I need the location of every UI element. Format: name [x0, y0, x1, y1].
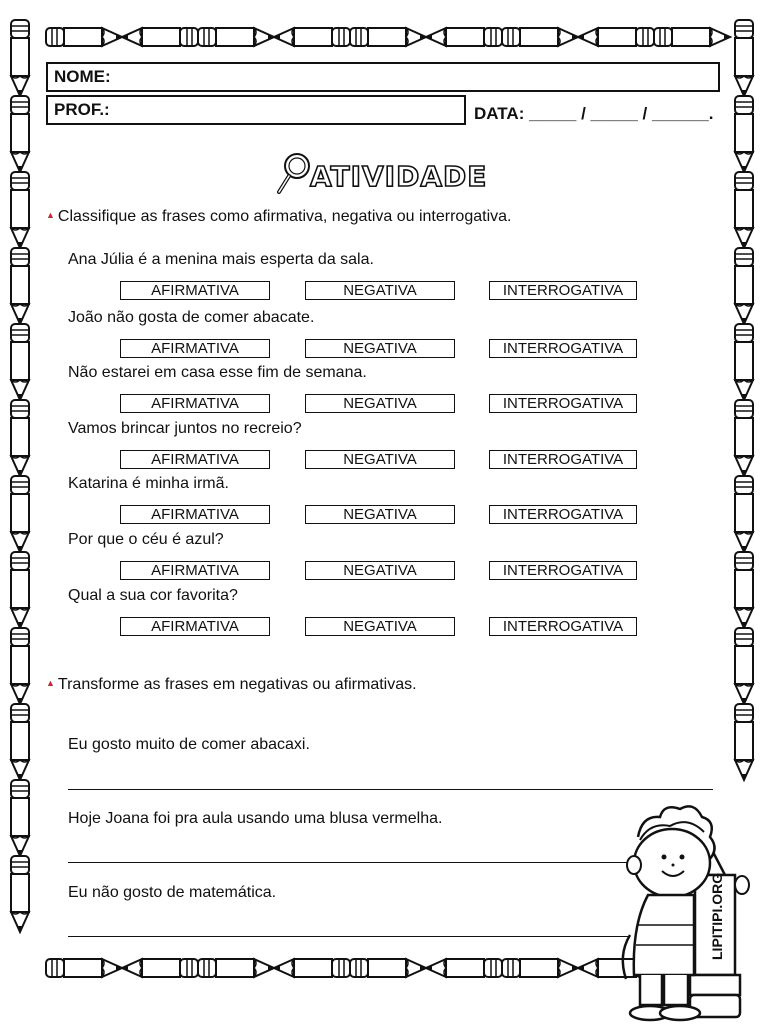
interrogativa-option[interactable]: INTERROGATIVA [489, 561, 637, 580]
border-pencil-icon [198, 28, 274, 46]
border-pencil-icon [735, 628, 753, 704]
border-pencil-icon [11, 552, 29, 628]
border-pencil-icon [654, 28, 730, 46]
border-pencil-icon [11, 20, 29, 96]
boy-with-pencil-illustration [600, 785, 768, 1024]
border-pencil-icon [578, 28, 654, 46]
transform-sentence-2: Hoje Joana foi pra aula usando uma blusa vermelha. [68, 810, 443, 827]
border-pencil-icon [46, 28, 122, 46]
border-pencil-icon [502, 28, 578, 46]
sentence-6: Por que o céu é azul? [68, 531, 224, 548]
triangle-bullet-icon: ▲ [46, 678, 55, 688]
negativa-option[interactable]: NEGATIVA [305, 505, 455, 524]
border-pencil-icon [735, 248, 753, 324]
interrogativa-option[interactable]: INTERROGATIVA [489, 450, 637, 469]
section2-instruction-text: Transforme as frases em negativas ou afirmativas. [57, 676, 417, 693]
border-pencil-icon [735, 400, 753, 476]
date-field[interactable]: DATA: _____ / _____ / ______. [474, 104, 714, 123]
border-pencil-icon [11, 476, 29, 552]
border-pencil-icon [11, 324, 29, 400]
negativa-option[interactable]: NEGATIVA [305, 281, 455, 300]
border-pencil-icon [46, 959, 122, 977]
negativa-option[interactable]: NEGATIVA [305, 339, 455, 358]
sentence-3: Não estarei em casa esse fim de semana. [68, 364, 367, 381]
section2-instruction [46, 676, 417, 694]
interrogativa-option[interactable]: INTERROGATIVA [489, 339, 637, 358]
negativa-option[interactable]: NEGATIVA [305, 617, 455, 636]
watermark-text: LIPITIPI.ORG [709, 872, 725, 960]
afirmativa-option[interactable]: AFIRMATIVA [120, 339, 270, 358]
interrogativa-option[interactable]: INTERROGATIVA [489, 394, 637, 413]
border-pencil-icon [735, 704, 753, 780]
border-pencil-icon [274, 28, 350, 46]
border-pencil-icon [426, 959, 502, 977]
border-pencil-icon [11, 704, 29, 780]
border-pencil-icon [11, 248, 29, 324]
afirmativa-option[interactable]: AFIRMATIVA [120, 617, 270, 636]
afirmativa-option[interactable]: AFIRMATIVA [120, 394, 270, 413]
border-pencil-icon [735, 96, 753, 172]
name-label: NOME: [54, 67, 111, 86]
border-pencil-icon [122, 959, 198, 977]
border-pencil-icon [11, 628, 29, 704]
border-pencil-icon [11, 172, 29, 248]
afirmativa-option[interactable]: AFIRMATIVA [120, 561, 270, 580]
afirmativa-option[interactable]: AFIRMATIVA [120, 505, 270, 524]
border-pencil-icon [274, 959, 350, 977]
border-pencil-icon [735, 20, 753, 96]
negativa-option[interactable]: NEGATIVA [305, 450, 455, 469]
negativa-option[interactable]: NEGATIVA [305, 561, 455, 580]
transform-sentence-1: Eu gosto muito de comer abacaxi. [68, 736, 310, 753]
border-pencil-icon [11, 780, 29, 856]
border-pencil-icon [735, 476, 753, 552]
border-pencil-icon [11, 856, 29, 932]
afirmativa-option[interactable]: AFIRMATIVA [120, 450, 270, 469]
sentence-7: Qual a sua cor favorita? [68, 587, 238, 604]
section1-instruction-text: Classifique as frases como afirmativa, negativa ou interrogativa. [57, 208, 512, 225]
triangle-bullet-icon: ▲ [46, 210, 55, 220]
answer-line[interactable] [68, 862, 628, 863]
sentence-1: Ana Júlia é a menina mais esperta da sala. [68, 251, 374, 268]
sentence-2: João não gosta de comer abacate. [68, 309, 315, 326]
interrogativa-option[interactable]: INTERROGATIVA [489, 617, 637, 636]
section1-instruction [46, 208, 511, 226]
border-pencil-icon [350, 959, 426, 977]
border-pencil-icon [350, 28, 426, 46]
sentence-4: Vamos brincar juntos no recreio? [68, 420, 302, 437]
teacher-label: PROF.: [54, 100, 110, 119]
border-pencil-icon [735, 552, 753, 628]
negativa-option[interactable]: NEGATIVA [305, 394, 455, 413]
boy-head [627, 806, 715, 897]
teacher-field[interactable] [46, 95, 466, 125]
interrogativa-option[interactable]: INTERROGATIVA [489, 505, 637, 524]
border-pencil-icon [11, 96, 29, 172]
border-pencil-icon [426, 28, 502, 46]
afirmativa-option[interactable]: AFIRMATIVA [120, 281, 270, 300]
border-pencil-icon [735, 172, 753, 248]
interrogativa-option[interactable]: INTERROGATIVA [489, 281, 637, 300]
border-pencil-icon [502, 959, 578, 977]
border-pencil-icon [198, 959, 274, 977]
sentence-5: Katarina é minha irmã. [68, 475, 229, 492]
answer-line[interactable] [68, 936, 628, 937]
border-pencil-icon [122, 28, 198, 46]
border-pencil-icon [735, 324, 753, 400]
name-field[interactable] [46, 62, 720, 92]
page-title: ATIVIDADE [310, 160, 488, 193]
transform-sentence-3: Eu não gosto de matemática. [68, 884, 277, 901]
border-pencil-icon [11, 400, 29, 476]
